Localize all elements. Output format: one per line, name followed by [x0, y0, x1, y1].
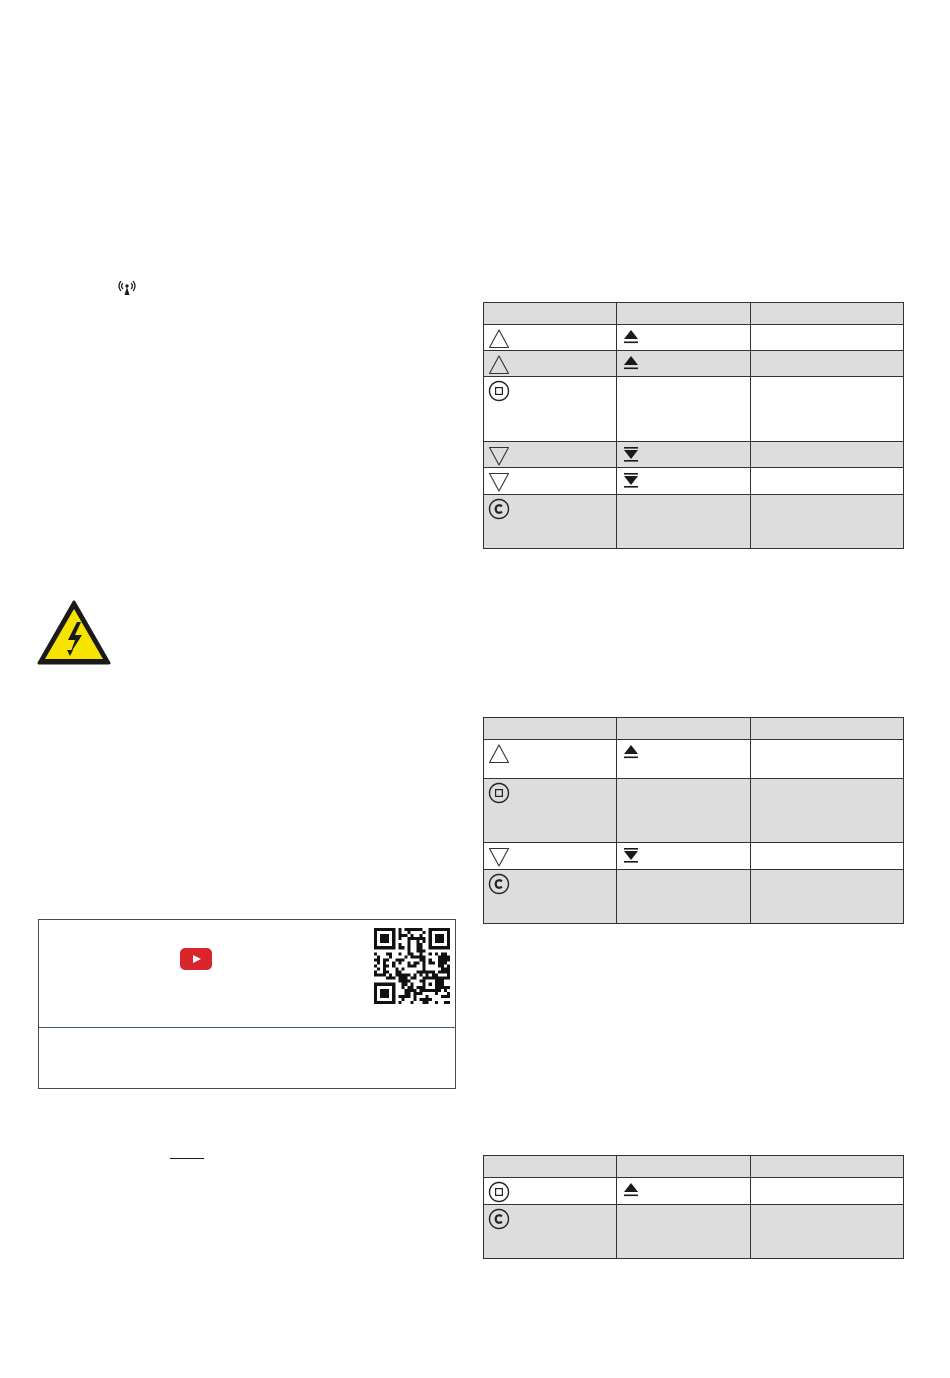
video-box-divider [39, 1027, 455, 1028]
symbol-cell [617, 351, 751, 377]
symbol-cell [617, 870, 751, 924]
up-button-icon [488, 328, 510, 350]
description-cell [751, 1178, 904, 1205]
header-cell [617, 718, 751, 740]
c-button-icon [488, 873, 510, 895]
button-cell [484, 495, 617, 549]
description-cell [751, 377, 904, 442]
button-cell [484, 442, 617, 468]
stop-button-icon [488, 782, 510, 804]
table-row [484, 351, 904, 377]
up-symbol-icon [623, 329, 639, 345]
symbol-cell [617, 779, 751, 843]
c-button-icon [488, 1208, 510, 1230]
wireless-signal-icon [117, 279, 137, 297]
description-cell [751, 442, 904, 468]
table-row [484, 1178, 904, 1205]
table-row [484, 740, 904, 779]
description-cell [751, 468, 904, 495]
up-button-icon [488, 743, 510, 765]
table-header-row [484, 718, 904, 740]
header-cell [484, 1156, 617, 1178]
video-info-box [38, 919, 456, 1089]
description-cell [751, 495, 904, 549]
table-row [484, 843, 904, 870]
symbol-cell [617, 843, 751, 870]
stop-button-icon [488, 1181, 510, 1203]
control-table-1 [483, 302, 904, 549]
qr-code [374, 928, 450, 1004]
header-cell [751, 1156, 904, 1178]
up-symbol-icon [623, 1182, 639, 1198]
youtube-play-icon[interactable] [180, 948, 212, 970]
control-table-2 [483, 717, 904, 924]
symbol-cell [617, 468, 751, 495]
description-cell [751, 870, 904, 924]
symbol-cell [617, 325, 751, 351]
header-cell [751, 718, 904, 740]
down-button-icon [488, 471, 510, 493]
button-cell [484, 468, 617, 495]
header-cell [751, 303, 904, 325]
header-cell [484, 718, 617, 740]
symbol-cell [617, 442, 751, 468]
up-symbol-icon [623, 355, 639, 371]
header-cell [484, 303, 617, 325]
button-cell [484, 779, 617, 843]
down-symbol-icon [623, 847, 639, 863]
table-header-row [484, 303, 904, 325]
table-row [484, 1205, 904, 1259]
header-cell [617, 1156, 751, 1178]
button-cell [484, 1178, 617, 1205]
description-cell [751, 843, 904, 870]
table-row [484, 377, 904, 442]
down-symbol-icon [623, 472, 639, 488]
description-cell [751, 740, 904, 779]
table-row [484, 870, 904, 924]
symbol-cell [617, 377, 751, 442]
description-cell [751, 325, 904, 351]
button-cell [484, 325, 617, 351]
symbol-cell [617, 1205, 751, 1259]
down-button-icon [488, 445, 510, 467]
underline-mark [170, 1158, 204, 1159]
symbol-cell [617, 740, 751, 779]
description-cell [751, 1205, 904, 1259]
up-button-icon [488, 354, 510, 376]
table-row [484, 495, 904, 549]
table-row [484, 325, 904, 351]
button-cell [484, 1205, 617, 1259]
button-cell [484, 843, 617, 870]
button-cell [484, 870, 617, 924]
symbol-cell [617, 1178, 751, 1205]
table-row [484, 442, 904, 468]
c-button-icon [488, 498, 510, 520]
table-row [484, 779, 904, 843]
electrical-hazard-warning-icon [37, 600, 111, 666]
button-cell [484, 351, 617, 377]
button-cell [484, 740, 617, 779]
stop-button-icon [488, 380, 510, 402]
description-cell [751, 779, 904, 843]
control-table-3 [483, 1155, 904, 1259]
symbol-cell [617, 495, 751, 549]
table-header-row [484, 1156, 904, 1178]
header-cell [617, 303, 751, 325]
down-symbol-icon [623, 446, 639, 462]
table-row [484, 468, 904, 495]
up-symbol-icon [623, 744, 639, 760]
down-button-icon [488, 846, 510, 868]
description-cell [751, 351, 904, 377]
button-cell [484, 377, 617, 442]
